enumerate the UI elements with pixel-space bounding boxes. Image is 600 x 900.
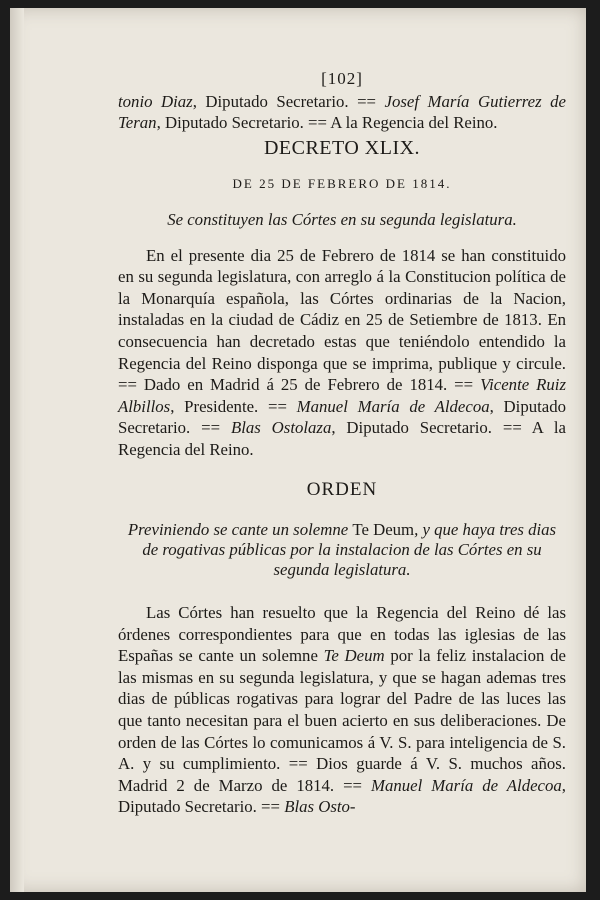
decree-title: DECRETO XLIX.: [263, 136, 421, 159]
book-page: [10, 8, 586, 892]
signature-role: , Diputado Secretario. ==: [118, 396, 566, 438]
order-heading-text: , y que haya tres dias de rogativas públicas por la instalacion de las Córtes en su segunda legislatura.: [142, 520, 557, 580]
signature-name: Blas Ostolaza: [230, 418, 332, 438]
signature-name: Manuel María de Aldecoa: [371, 775, 562, 795]
signature-role: , Diputado Secretario. == A la Regencia del Reino.: [156, 113, 498, 133]
signature-role: , Diputado Secretario. == A la Regencia del Reino.: [118, 418, 566, 459]
decree-subtitle: Se constituyen las Córtes en su segunda legislatura.: [167, 209, 517, 229]
page-text-block: [118, 68, 566, 818]
signature-name: Blas Osto-: [284, 797, 356, 817]
decree-body-text: En el presente dia 25 de Febrero de 1814 se han constituido en su segunda legislatura, con arreglo á la Constitucion política de la Monarquía española, las Córtes ordinarias de la Nacion, instaladas en la ciudad de Cádiz en 25 de Setiembre de 1813. En consecuencia han decretado estas que teniéndolo entendido la Regencia del Reino disponga que se imprima, publique y circule. == Dado en Madrid á 25 de Febrero de 1814. ==: [118, 245, 566, 395]
decree-date: DE 25 DE FEBRERO DE 1814.: [232, 176, 452, 192]
previous-decree-signatures: [118, 91, 566, 134]
signature-name: Josef María Gutierrez de Teran: [118, 91, 566, 133]
decree-body: [118, 245, 566, 461]
order-heading-text: Previniendo se cante un solemne: [127, 520, 353, 540]
order-body-text: Las Córtes han resuelto que la Regencia del Reino dé las órdenes correspondientes para que en todas las iglesias de las Españas se cante un solemne: [118, 603, 566, 666]
page-spine-shadow: [10, 8, 24, 892]
page-number: [102]: [321, 69, 363, 88]
order-body-te-deum: Te Deum: [323, 646, 385, 666]
order-body: [118, 602, 566, 818]
order-heading: [118, 520, 566, 580]
signature-name: tonio Diaz: [118, 91, 193, 111]
signature-name: Manuel María de Aldecoa: [296, 396, 490, 416]
signature-role: , Presidente. ==: [170, 396, 297, 416]
signature-role: , Diputado Secretario. ==: [118, 775, 566, 817]
order-heading-te-deum: Te Deum: [352, 520, 415, 540]
signature-name: Vicente Ruiz Albillos: [118, 375, 566, 416]
order-body-text: por la feliz instalacion de las mismas en su segunda legislatura, y que se hagan ademas tres dias de públicas rogativas para lograr del Padre de las luces las que tanto necesitan para el buen acierto en sus deliberaciones. De orden de las Córtes lo comunicamos á V. S. para inteligencia de S. A. y su cumplimiento. == Dios guarde á V. S. muchos años. Madrid 2 de Marzo de 1814. ==: [118, 646, 566, 795]
signature-role: , Diputado Secretario. ==: [192, 91, 385, 111]
order-title: ORDEN: [306, 478, 378, 500]
